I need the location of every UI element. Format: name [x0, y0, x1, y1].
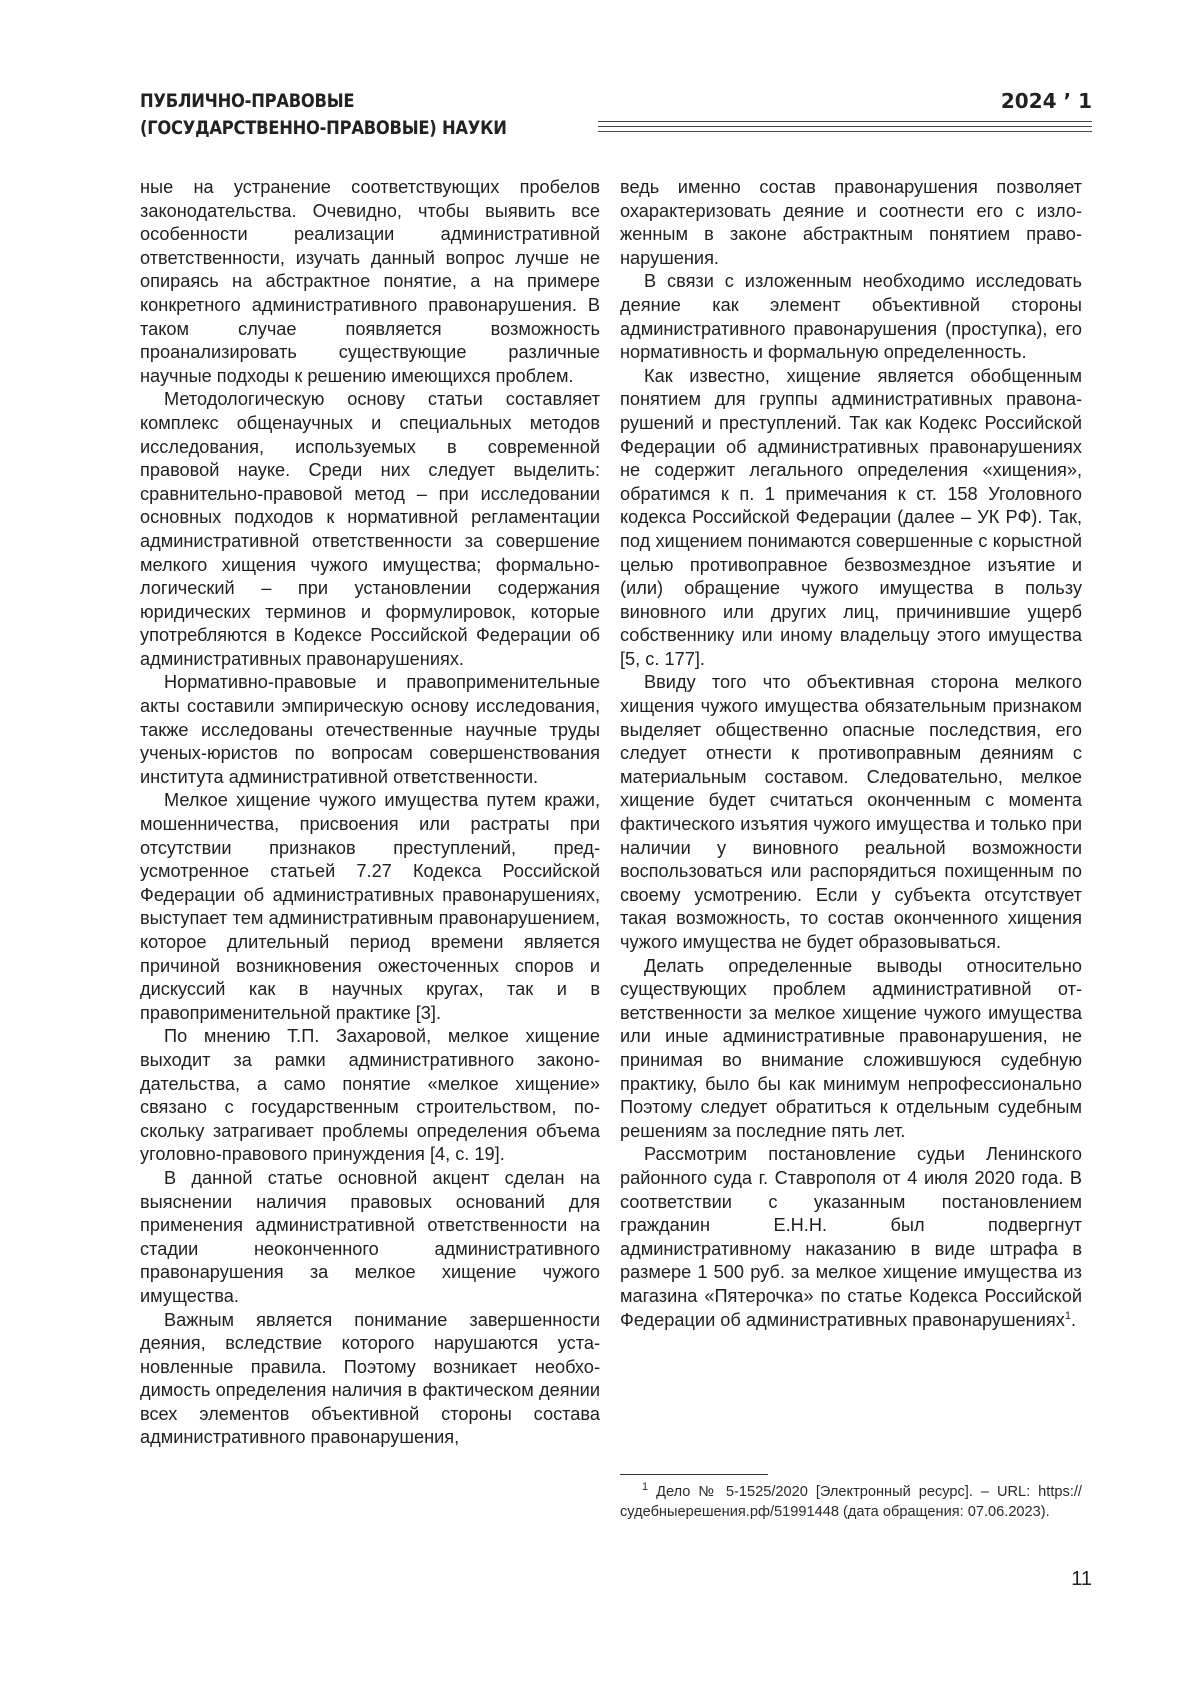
- paragraph-last: [620, 1143, 1082, 1332]
- journal-section-title-line2: (ГОСУДАРСТВЕННО-ПРАВОВЫЕ) НАУКИ: [140, 117, 507, 139]
- paragraph: Как известно, хищение является обобщенным понятием для группы административных правонарушений и преступлений. Так как Кодекс Российской Федерации об административных правонарушениях не содержит легального определения «хищения», обратимся к п. 1 примечания к ст. 158 Уголовного кодекса Российской Федерации (далее – УК РФ). Так, под хищением понимаются совершенные с корыстной целью противоправное безвозмездное изъятие и (или) обращение чужого имущества в пользу виновного или других лиц, причинившие ущерб собственнику или иному владельцу этого имущества [5, с. 177].: [620, 365, 1082, 669]
- footnote-separator: [620, 1474, 768, 1475]
- journal-section-title-line1: ПУБЛИЧНО-ПРАВОВЫЕ: [140, 90, 355, 112]
- paragraph-text: Рассмотрим постановление судьи Ленинского районного суда г. Ставрополя от 4 июля 2020 года. В соответствии с указанным постановлением гражданин Е.Н.Н. был подвергнут административному наказанию в виде штрафа в размере 1 500 руб. за мелкое хищение имущества из магазина «Пятерочка» по статье Кодекса Российской Федерации об административных правонарушениях: [620, 1144, 1082, 1330]
- footnote: [620, 1483, 1082, 1522]
- header-rule: [598, 121, 1092, 122]
- footnote-text: Дело № 5-1525/2020 [Электронный ресурс]. – URL: https://судебныерешения.рф/51991448 (дата обращения: 07.06.2023).: [620, 1484, 1082, 1520]
- paragraph: Ввиду того что объективная сторона мелкого хищения чужого имущества обязательным признаком выделяет общественно опасные последствия, его следует отнести к противоправным деяниям с материальным составом. Следовательно, мелкое хищение будет считаться оконченным с момента фактического изъятия чужого имущества и только при наличии у виновного реальной возможности воспользоваться или распорядиться похищенным по своему усмотрению. Если у субъекта отсутствует такая возможность, то состав оконченного хищения чужого имущества не будет образовываться.: [620, 672, 1082, 952]
- period: .: [1070, 1309, 1076, 1330]
- page-number: 11: [1071, 1568, 1092, 1590]
- left-column: [140, 176, 600, 1450]
- issue-number: 2024 ’ 1: [1000, 89, 1092, 113]
- paragraph: Мелкое хищение чужого имущества путем кражи, мошенничества, присвоения или растраты при отсутствии признаков преступлений, предусмотренное статьей 7.27 Кодекса Российской Федерации об административных правонарушениях, выступает тем административным правонарушением, которое длительный период времени является причиной возникновения ожесточенных споров и дискуссий как в научных кругах, так и в правоприменительной практике [3].: [140, 790, 600, 1023]
- paragraph: В связи с изложенным необходимо исследовать деяние как элемент объективной стороны административного правонарушения (проступка), его нормативность и формальную определенность.: [620, 271, 1082, 363]
- paragraph: Нормативно-правовые и правоприменительные акты составили эмпирическую основу исследования, также исследованы отечественные научные труды ученых-юристов по вопросам совершенствования института административной ответственности.: [140, 672, 600, 787]
- paragraph: Делать определенные выводы относительно существующих проблем административной ответственности за мелкое хищение чужого имущества или иные административные правонарушения, не принимая во внимание сложившуюся судебную практику, было бы как минимум непрофессионально Поэтому следует обратиться к отдельным судебным решениям за последние пять лет.: [620, 955, 1082, 1141]
- footnote-body: [620, 1483, 1082, 1522]
- footnote-marker: 1: [642, 1481, 649, 1494]
- running-header-section: [140, 88, 507, 142]
- paragraph: В данной статье основной акцент сделан на выяснении наличия правовых оснований для применения административной ответственности на стадии неоконченного административного правонарушения за мелкое хищение чужого имущества.: [140, 1167, 600, 1306]
- paragraph: Важным является понимание завершенности деяния, вследствие которого нарушаются установленные правила. Поэтому возникает необходимость определения наличия в фактическом деянии всех элементов объективной стороны состава административного правонарушения,: [140, 1309, 600, 1448]
- header-rule: [598, 126, 1092, 127]
- footnote-reference[interactable]: 1: [1064, 1309, 1071, 1322]
- right-column: [620, 176, 1082, 1332]
- header-rule: [598, 131, 1092, 132]
- paragraph: ные на устранение соответствующих пробелов законодательства. Очевидно, чтобы выявить все особенности реализации административной ответственности, изучать данный вопрос лучше не опираясь на абстрактное понятие, а на примере конкретного административного правонарушения. В таком случае появляется возможность проанализировать существующие различные научные подходы к решению имеющихся проблем.: [140, 177, 600, 386]
- paragraph: По мнению Т.П. Захаровой, мелкое хищение выходит за рамки административного законодательства, а само понятие «мелкое хищение» связано с государственным строительством, поскольку затрагивает проблемы определения объема уголовно-правового принуждения [4, с. 19].: [140, 1026, 600, 1165]
- paragraph: ведь именно состав правонарушения позволяет охарактеризовать деяние и соотнести его с изложенным в законе абстрактным понятием правонарушения.: [620, 177, 1082, 268]
- paragraph: Методологическую основу статьи составляет комплекс общенаучных и специальных методов исследования, используемых в современной правовой науке. Среди них следует выделить: сравнительно-правовой метод – при исследовании основных подходов к нормативной регламентации административной ответственности за совершение мелкого хищения чужого имущества; формально-логический – при установлении содержания юридических терминов и формулировок, которые употребляются в Кодексе Российской Федерации об административных правонарушениях.: [140, 389, 600, 669]
